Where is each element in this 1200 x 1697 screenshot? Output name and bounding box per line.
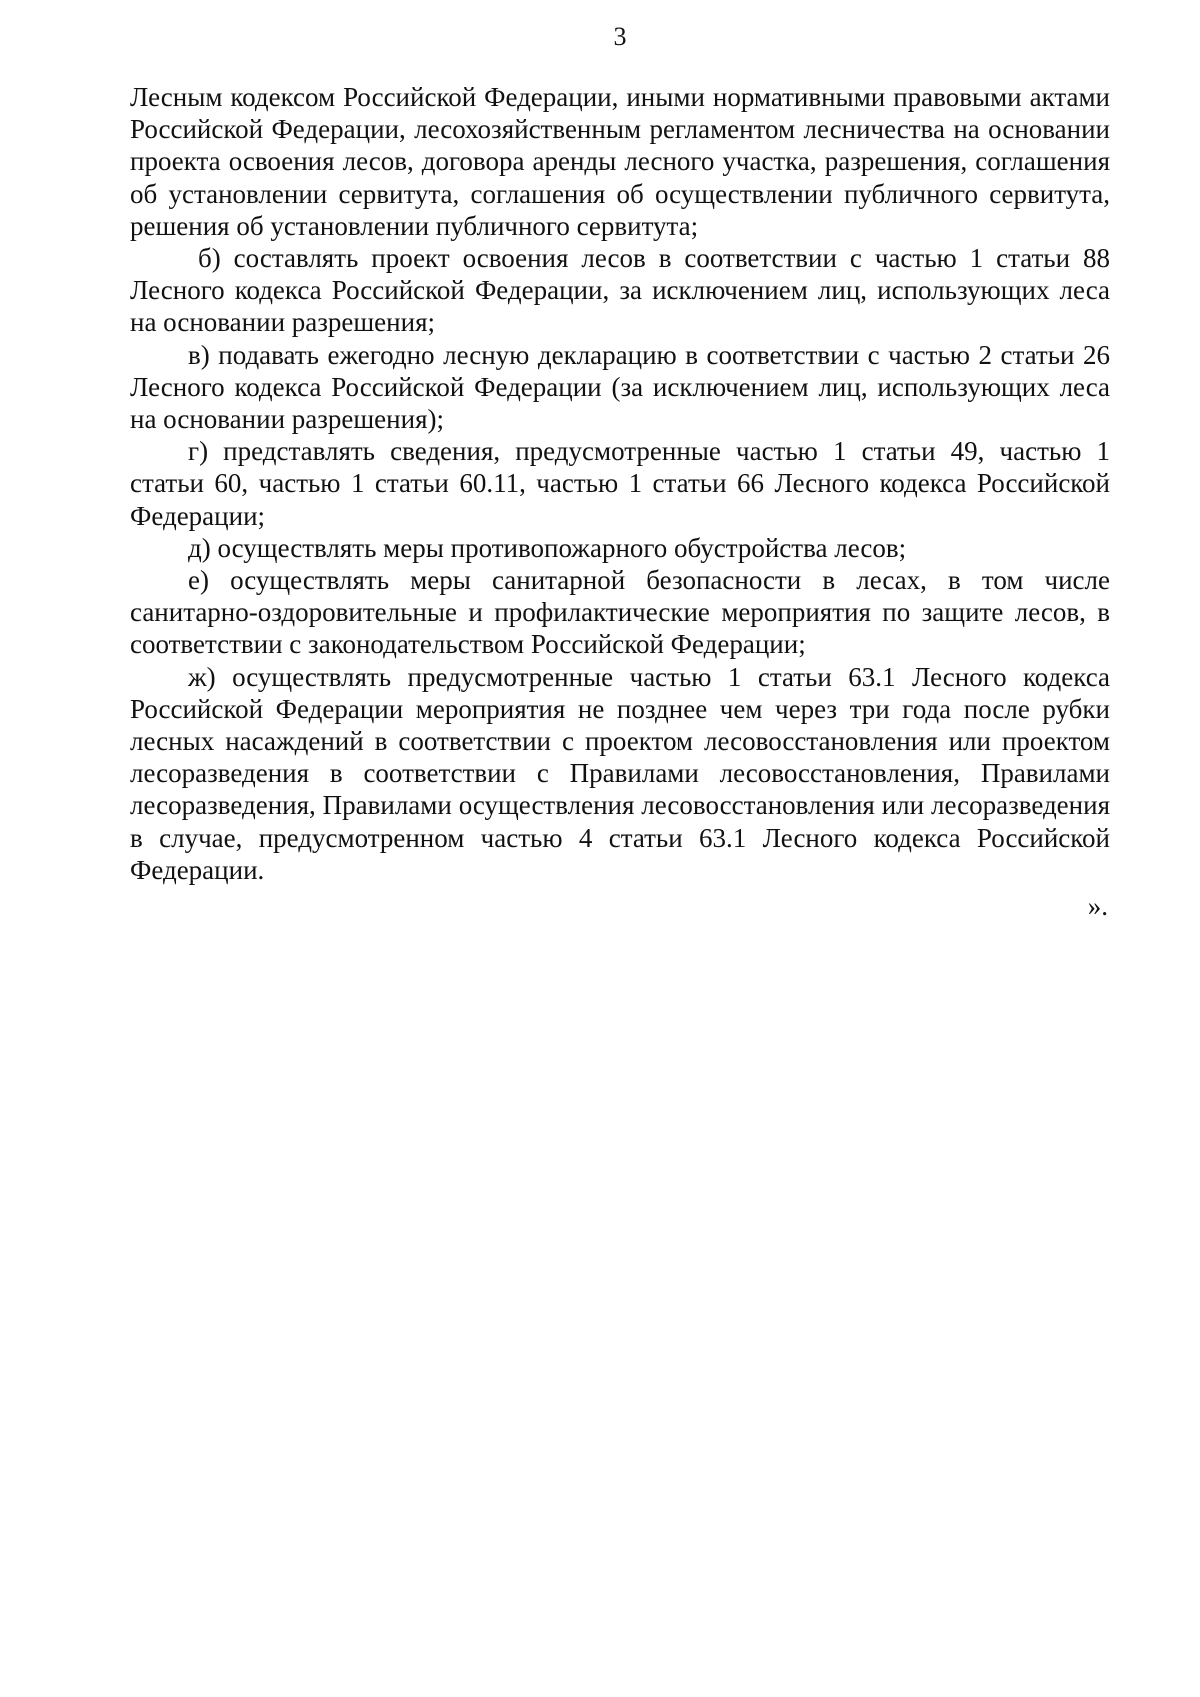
paragraph-item-g: г) представлять сведения, предусмотренные частью 1 статьи 49, частью 1 статьи 60, частью 1 статьи 60.11, частью 1 статьи 66 Лесного кодекса Российской Федерации; (130, 436, 1110, 531)
closing-quote-mark: ». (1087, 891, 1108, 922)
paragraph-item-v: в) подавать ежегодно лесную декларацию в соответствии с частью 2 статьи 26 Лесного кодекса Российской Федерации (за исключением лиц, использующих леса на основании разрешения); (130, 339, 1110, 435)
document-body (130, 81, 1110, 922)
paragraph-item-e: е) осуществлять меры санитарной безопасности в лесах, в том числе санитарно-оздоровительные и профилактические мероприятия по защите лесов, в соответствии с законодательством Российской Федерации; (130, 565, 1110, 660)
paragraph-continuation: Лесным кодексом Российской Федерации, иными нормативными правовыми актами Российской Федерации, лесохозяйственным регламентом лесничества на основании проекта освоения лесов, договора аренды лесного участка, разрешения, соглашения об установлении сервитута, соглашения об осуществлении публичного сервитута, решения об установлении публичного сервитута; (130, 82, 1110, 241)
paragraph-item-b: б) составлять проект освоения лесов в соответствии с частью 1 статьи 88 Лесного кодекса Российской Федерации, за исключением лиц, использующих леса на основании разрешения; (130, 243, 1110, 338)
paragraph-item-d: д) осуществлять меры противопожарного обустройства лесов; (188, 532, 907, 563)
page-number: 3 (613, 22, 627, 51)
paragraph-item-zh: ж) осуществлять предусмотренные частью 1 статьи 63.1 Лесного кодекса Российской Федерации мероприятия не позднее чем через три года после рубки лесных насаждений в соответствии с проектом лесовосстановления или проектом лесоразведения в соответствии с Правилами лесовосстановления, Правилами лесоразведения, Правилами осуществления лесовосстановления или лесоразведения в случае, предусмотренном частью 4 статьи 63.1 Лесного кодекса Российской Федерации. (130, 661, 1110, 885)
